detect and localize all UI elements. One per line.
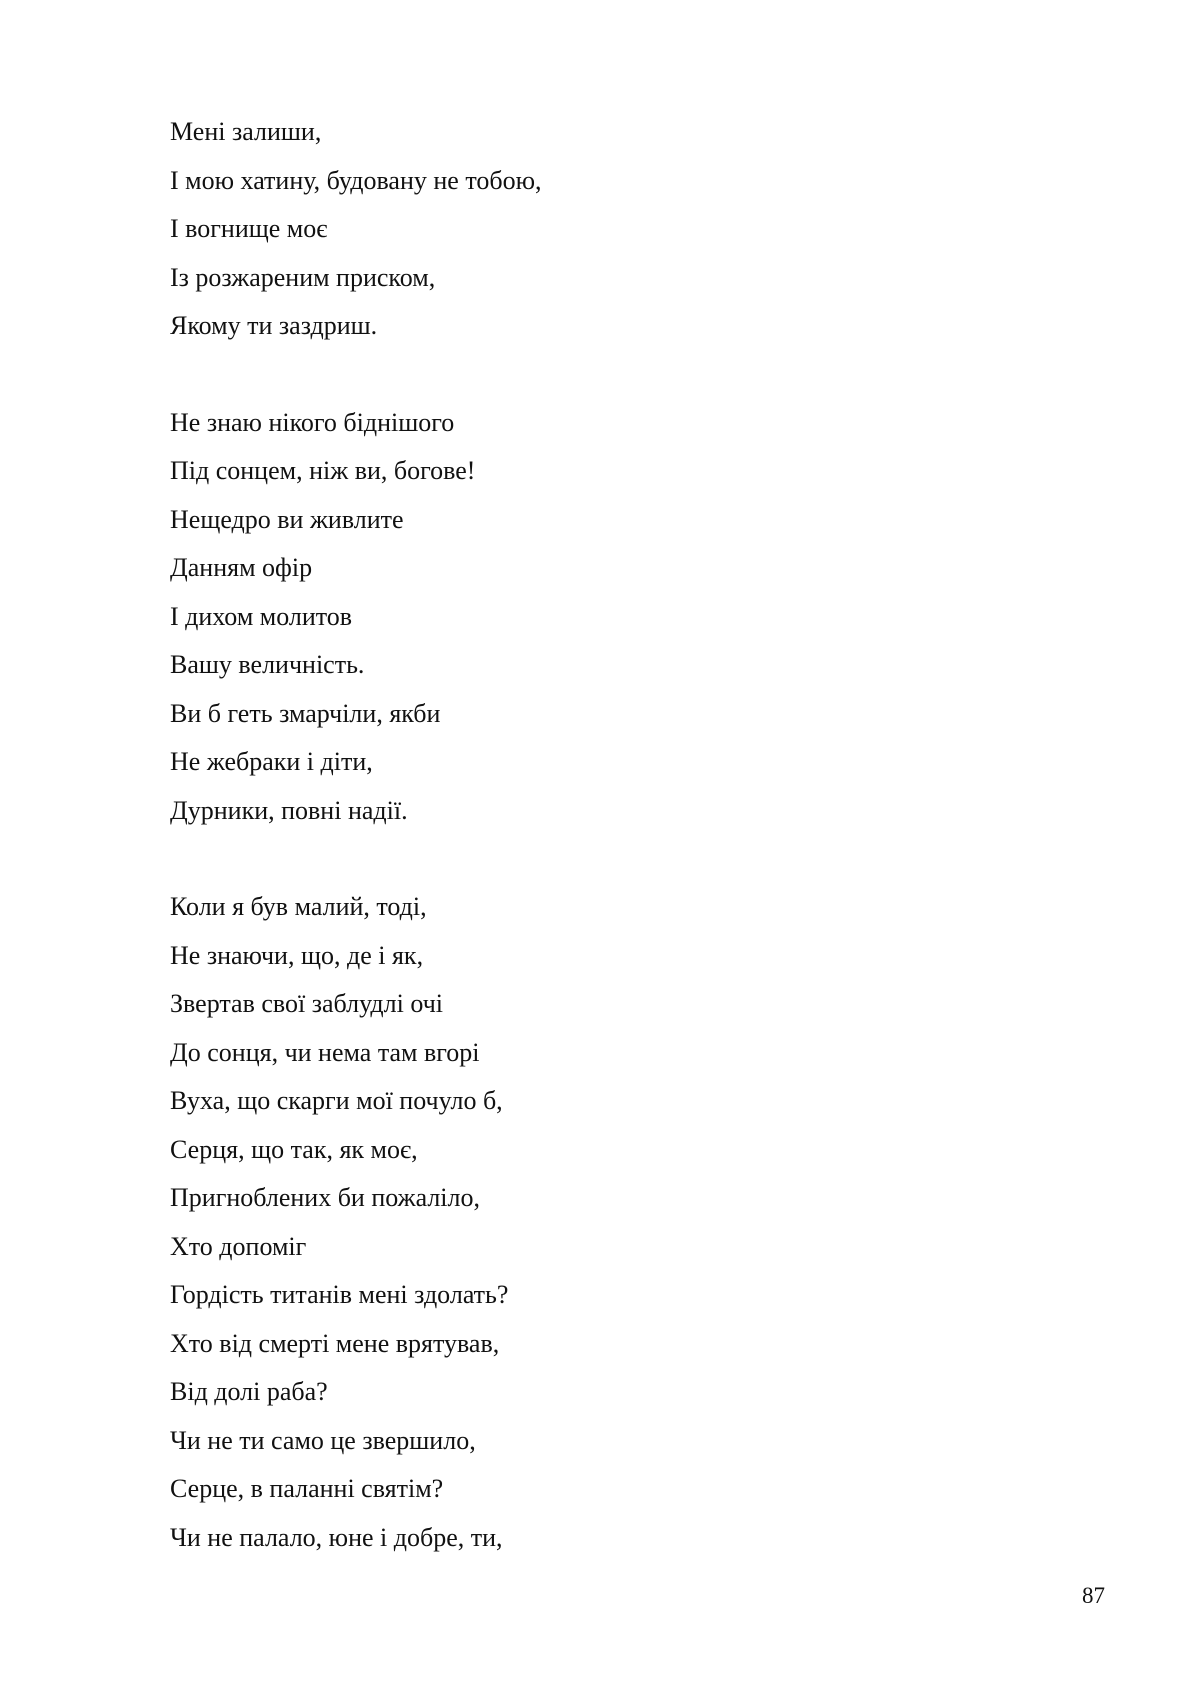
- poem-line: Чи не ти само це звершило,: [170, 1425, 476, 1455]
- poem-line: Пригноблених би пожаліло,: [170, 1183, 481, 1212]
- poem-line: Не знаю нікого біднішого: [170, 407, 455, 437]
- poem-line: Якому ти заздриш.: [170, 311, 378, 340]
- stanza-3: [170, 883, 1070, 1562]
- poem-line: Гордість титанів мені здолать?: [170, 1280, 509, 1309]
- poem-line: Коли я був малий, тоді,: [170, 892, 427, 921]
- poem-line: Вашу величність.: [170, 650, 365, 679]
- poem-line: Данням офір: [170, 553, 313, 582]
- poem-line: Ви б геть змарчіли, якби: [170, 698, 441, 728]
- poem-line: Чи не палало, юне і добре, ти,: [170, 1522, 503, 1552]
- poem-line: Нещедро ви живлите: [170, 504, 404, 534]
- poem-line: Не жебраки і діти,: [170, 747, 373, 776]
- poem-line: Серце, в паланні святім?: [170, 1474, 444, 1503]
- poem-line: Дурники, повні надії.: [170, 795, 408, 825]
- poem-line: Серця, що так, як моє,: [170, 1134, 418, 1164]
- poem-line: Із розжареним приском,: [170, 262, 436, 292]
- poem: [170, 108, 1070, 1610]
- poem-line: Звертав свої заблудлі очі: [170, 989, 443, 1018]
- poem-line: Від долі раба?: [170, 1377, 328, 1406]
- page-number: 87: [1082, 1583, 1105, 1608]
- poem-line: Мені залиши,: [170, 117, 322, 146]
- stanza-2: [170, 399, 1070, 836]
- poem-line: І вогнище моє: [170, 214, 328, 243]
- poem-line: До сонця, чи нема там вгорі: [170, 1037, 480, 1067]
- poem-line: Вуха, що скарги мої почуло б,: [170, 1086, 503, 1115]
- poem-line: Не знаючи, що, де і як,: [170, 940, 424, 970]
- poem-line: Хто від смерті мене врятував,: [170, 1328, 500, 1358]
- poem-line: І дихом молитов: [170, 601, 353, 631]
- stanza-1: [170, 108, 1070, 351]
- poem-line: І мою хатину, будовану не тобою,: [170, 165, 542, 195]
- poem-line: Під сонцем, ніж ви, богове!: [170, 456, 476, 485]
- poem-line: Хто допоміг: [170, 1231, 307, 1261]
